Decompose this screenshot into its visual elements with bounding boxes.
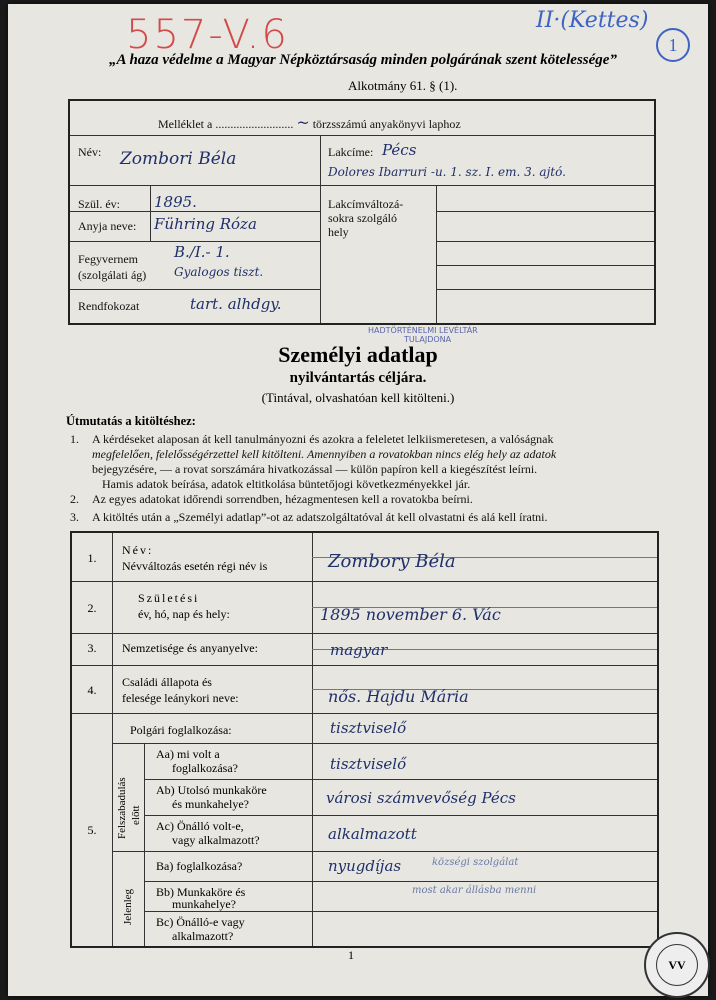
stamp-line-2: TULAJDONA <box>404 335 452 344</box>
rank-label: Rendfokozat <box>78 299 140 313</box>
instructions-heading: Útmutatás a kitöltéshez: <box>66 414 196 428</box>
melleklet-suffix: törzsszámú anyakönyvi laphoz <box>312 117 461 131</box>
instruction-2: Az egyes adatokat időrendi sorrendben, hézagmentesen kell a rovatokba beírni. <box>92 492 473 506</box>
ac-answer: alkalmazott <box>328 825 417 843</box>
mother-label: Anyja neve: <box>78 219 137 233</box>
ba-answer: nyugdíjas <box>328 857 402 875</box>
registry-box <box>68 99 656 325</box>
address-change-label-1: Lakcímváltozá- <box>328 197 404 211</box>
address-label: Lakcíme: <box>328 145 374 159</box>
instruction-1-line-4: Hamis adatok beírása, adatok eltitkolása büntetőjogi következményekkel jár. <box>102 477 471 491</box>
bb-question-2: munkahelye? <box>172 897 236 911</box>
bc-question-2: alkalmazott? <box>172 929 234 943</box>
before-liberation-label-2: előtt <box>130 805 142 825</box>
melleklet-label: Melléklet a <box>158 117 213 131</box>
before-liberation-label-1: Felszabadulás <box>116 777 128 839</box>
birth-year-value: 1895. <box>154 193 197 211</box>
address-change-label-3: hely <box>328 225 349 239</box>
birth-year-label: Szül. év: <box>78 197 120 211</box>
instruction-1-number: 1. <box>70 432 79 446</box>
motto: „A haza védelme a Magyar Népköztársaság minden polgárának szent kötelessége” <box>109 52 617 68</box>
bb-question-1: Bb) Munkaköre és <box>156 885 246 899</box>
data-table <box>70 531 659 948</box>
red-reference-number: 557-V.6 <box>126 12 289 58</box>
stamp-line-1: HADTÖRTÉNELMI LEVÉLTÁR <box>368 326 478 335</box>
row-1-question-1: Név: <box>122 543 154 557</box>
melleklet-dots: .......................... <box>215 117 294 131</box>
ab-question-1: Ab) Utolsó munkaköre <box>156 783 267 797</box>
page-number: 1 <box>348 948 354 962</box>
aa-question-2: foglalkozása? <box>172 761 238 775</box>
ba-answer-faint: községi szolgálat <box>432 857 519 868</box>
mother-value: Führing Róza <box>154 215 257 233</box>
form-subtitle: nyilvántartás céljára. <box>289 370 427 386</box>
instruction-2-number: 2. <box>70 492 79 506</box>
branch-value-2: Gyalogos tiszt. <box>174 265 264 279</box>
row-4-answer: nős. Hajdu Mária <box>328 687 469 706</box>
ab-question-2: és munkahelye? <box>172 797 249 811</box>
aa-answer: tisztviselő <box>330 755 407 773</box>
row-2-question-1: Születési <box>138 591 200 605</box>
ac-question-2: vagy alkalmazott? <box>172 833 260 847</box>
row-2-number: 2. <box>87 601 97 615</box>
row-1-number: 1. <box>87 551 97 565</box>
row-5-question: Polgári foglalkozása: <box>130 723 232 737</box>
instruction-1-line-1: A kérdéseket alaposan át kell tanulmányozni és azokra a feleletet lelkiismeretesen, a valóságnak <box>92 432 554 446</box>
seal-monogram: VV <box>656 944 698 986</box>
instruction-1-line-2: megfelelően, felelősségérzettel kell kitölteni. Amennyiben a rovatokban nincs elég hely az adatok <box>92 447 557 461</box>
circled-number: 1 <box>656 28 690 62</box>
row-1-question-2: Névváltozás esetén régi név is <box>122 559 268 573</box>
row-4-question-2: felesége leánykori neve: <box>122 691 239 705</box>
row-5-number: 5. <box>87 823 97 837</box>
instruction-3: A kitöltés után a „Személyi adatlap”-ot az adatszolgáltatóval át kell olvastatni és alá kell íratni. <box>92 510 548 524</box>
currently-label: Jelenleg <box>122 888 134 925</box>
address-city: Pécs <box>382 141 417 159</box>
address-change-label-2: sokra szolgáló <box>328 211 397 225</box>
name-label: Név: <box>78 145 102 159</box>
branch-label-1: Fegyvernem <box>78 252 138 266</box>
instruction-1-line-3: bejegyzésére, — a rovat sorszámára hivatkozással — külön papíron kell a kiegészítést leírni. <box>92 462 538 476</box>
branch-label-2: (szolgálati ág) <box>78 268 147 282</box>
row-3-answer: magyar <box>330 641 388 659</box>
row-3-number: 3. <box>87 641 97 655</box>
row-4-question-1: Családi állapota és <box>122 675 212 689</box>
fill-in-note: (Tintával, olvashatóan kell kitölteni.) <box>261 390 455 405</box>
form-title: Személyi adatlap <box>278 342 438 367</box>
rank-value: tart. alhdgy. <box>190 295 282 313</box>
instruction-3-number: 3. <box>70 510 79 524</box>
branch-value-1: B./I.- 1. <box>174 243 230 261</box>
bc-question-1: Bc) Önálló-e vagy <box>156 915 245 929</box>
row-4-number: 4. <box>87 683 97 697</box>
melleklet-mark: ~ <box>296 113 310 132</box>
row-5-answer: tisztviselő <box>330 719 407 737</box>
name-value: Zombori Béla <box>120 149 237 169</box>
ab-answer: városi számvevőség Pécs <box>326 789 516 807</box>
bb-answer-faint: most akar állásba menni <box>412 885 537 896</box>
aa-question-1: Aa) mi volt a <box>156 747 220 761</box>
archive-seal <box>644 932 710 998</box>
constitution-reference: Alkotmány 61. § (1). <box>348 78 458 93</box>
row-3-question: Nemzetisége és anyanyelve: <box>122 641 258 655</box>
row-2-question-2: év, hó, nap és hely: <box>138 607 230 621</box>
blue-reference-mark: II·(Kettes) <box>536 8 649 33</box>
row-2-answer: 1895 november 6. Vác <box>320 605 501 624</box>
ac-question-1: Ac) Önálló volt-e, <box>156 819 244 833</box>
ba-question: Ba) foglalkozása? <box>156 859 243 873</box>
document-sheet <box>8 4 708 996</box>
row-1-answer: Zombory Béla <box>328 551 456 572</box>
address-street: Dolores Ibarruri -u. 1. sz. I. em. 3. ajtó. <box>328 165 566 179</box>
